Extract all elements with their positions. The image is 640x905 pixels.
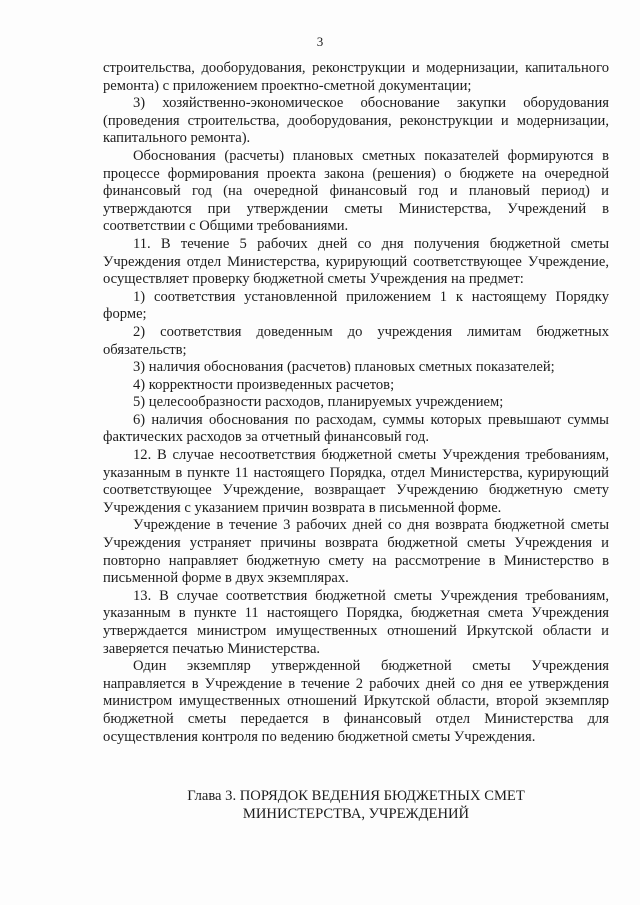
paragraph: 4) корректности произведенных расчетов; [133,376,395,393]
chapter-title [103,788,609,823]
paragraph: 2) соответствия доведенным до учреждения лимитам бюджетных обязательств; [103,323,609,358]
paragraph: 12. В случае несоответствия бюджетной сметы Учреждения требованиям, указанным в пункте 11 настоящего Порядка, отдел Министерства, курирующий соответствующее Учреждение, возвращает Учреждению бюджетную смету Учреждения с указанием причин возврата в письменной форме. [103,447,609,516]
paragraph: 3) наличия обоснования (расчетов) плановых сметных показателей; [133,359,555,376]
paragraph: Обоснования (расчеты) плановых сметных показателей формируются в процессе формирования проекта закона (решения) о бюджете на очередной финансовый год (на очередной финансовый год и плановый период) и утверждаются при утверждении сметы Министерства, Учреждений в соответствии с Общими требованиями. [103,147,609,235]
paragraph: 13. В случае соответствия бюджетной сметы Учреждения требованиям, указанным в пункте 11 настоящего Порядка, бюджетная смета Учреждения утверждается министром имущественных отношений Иркутской области и заверяется печатью Министерства. [103,587,609,657]
paragraph: Учреждение в течение 3 рабочих дней со дня возврата бюджетной сметы Учреждения устраняет причины возврата бюджетной сметы Учреждения и повторно направляет бюджетную смету на рассмотрение в Министерство в письменной форме в двух экземплярах. [103,517,609,587]
paragraph: 3) хозяйственно-экономическое обоснование закупки оборудования (проведения строительства, дооборудования, реконструкции и модернизации, капитального ремонта). [103,95,609,147]
body-text [103,60,609,746]
paragraph: строительства, дооборудования, реконструкции и модернизации, капитального ремонта) с приложением проектно-сметной документации; [103,60,609,94]
chapter-title-line-2: МИНИСТЕРСТВА, УЧРЕЖДЕНИЙ [242,805,470,822]
paragraph: 1) соответствия установленной приложением 1 к настоящему Порядку форме; [103,288,609,323]
paragraph: 5) целесообразности расходов, планируемых учреждением; [133,394,504,411]
page-number: 3 [316,34,324,49]
paragraph: 11. В течение 5 рабочих дней со дня получения бюджетной сметы Учреждения отдел Министерства, курирующий соответствующее Учреждение, осуществляет проверку бюджетной сметы Учреждения на предмет: [103,235,609,288]
paragraph: Один экземпляр утвержденной бюджетной сметы Учреждения направляется в Учреждение в течение 2 рабочих дней со дня ее утверждения министром имущественных отношений Иркутской области, второй экземпляр бюджетной сметы передается в финансовый отдел Министерства для осуществления контроля по ведению бюджетной сметы Учреждения. [103,658,609,745]
chapter-title-line-1: Глава 3. ПОРЯДОК ВЕДЕНИЯ БЮДЖЕТНЫХ СМЕТ [187,788,525,804]
paragraph: 6) наличия обоснования по расходам, суммы которых превышают суммы фактических расходов за отчетный финансовый год. [103,411,609,446]
